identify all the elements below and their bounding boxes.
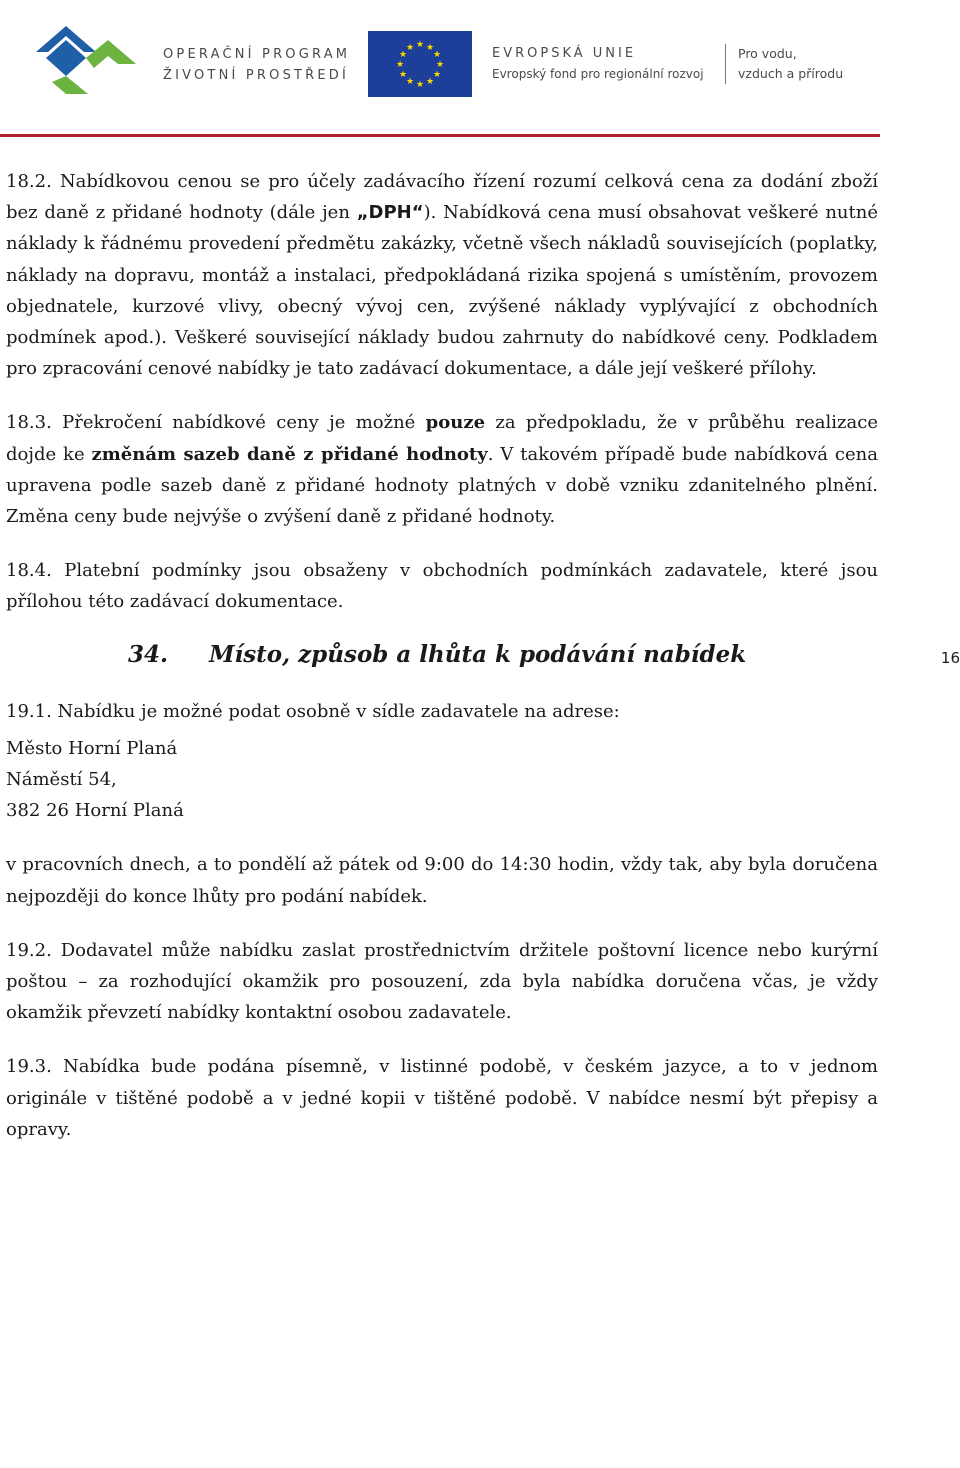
svg-text:★: ★: [415, 40, 425, 50]
page-number: 16: [940, 648, 960, 667]
section-number: 34.: [128, 640, 169, 668]
svg-text:★: ★: [395, 60, 405, 70]
opzp-logo-icon: [36, 26, 146, 94]
svg-text:★: ★: [415, 80, 425, 90]
p18-3-text-a: 18.3. Překročení nabídkové ceny je možné: [6, 412, 426, 434]
svg-text:★: ★: [398, 70, 408, 80]
eu-flag-icon: [368, 31, 472, 97]
p18-2-dph: „DPH“: [356, 202, 424, 224]
paragraph-18-4: 18.4. Platební podmínky jsou obsaženy v obchodních podmínkách zadavatele, které jsou přílohou této zadávací dokumentace.: [6, 560, 878, 613]
p18-2-text-c: ). Nabídková cena musí obsahovat veškeré nutné náklady k řádnému provedení předmětu zakázky, včetně všech nákladů souvisejících (poplatky, náklady na dopravu, montáž a instalaci, předpokládaná rizika spojená s umístěním, provozem objednatele, kurzové vlivy, obecný vývoj cen, zvýšené náklady vyplývající z obchodních podmínek apod.). Veškeré související náklady budou zahrnuty do nabídkové ceny. Podkladem pro zpracování cenové nabídky je tato zadávací dokumentace, a dále její veškeré přílohy.: [6, 202, 878, 380]
svg-text:★: ★: [405, 43, 415, 53]
eu-wordmark: [492, 44, 704, 84]
header-rule: [0, 134, 880, 137]
svg-text:★: ★: [432, 70, 442, 80]
paragraph-19-1: 19.1. Nabídku je možné podat osobně v sídle zadavatele na adrese:: [6, 700, 620, 722]
address-line-2: Náměstí 54,: [6, 769, 117, 791]
paragraph-18-3: [6, 407, 878, 532]
p18-3-text-c: za předpokladu, že v průběhu realizace dojde ke: [6, 412, 878, 465]
header: [0, 0, 880, 135]
eu-title: EVROPSKÁ UNIE: [492, 46, 637, 61]
header-divider: [725, 44, 726, 84]
slogan: [738, 44, 843, 84]
svg-text:★: ★: [398, 50, 408, 60]
paragraph-19-1-hours: v pracovních dnech, a to pondělí až pátek od 9:00 do 14:30 hodin, vždy tak, aby byla doručena nejpozději do konce lhůty pro podání nabídek.: [6, 854, 878, 907]
paragraph-19-3: 19.3. Nabídka bude podána písemně, v listinné podobě, v českém jazyce, a to v jednom originále v tištěné podobě a v jedné kopii v tištěné podobě. V nabídce nesmí být přepisy a opravy.: [6, 1056, 878, 1140]
svg-text:★: ★: [425, 77, 435, 87]
document-body: [6, 166, 960, 1145]
p18-3-zmenam: změnám sazeb daně z přidané hodnoty: [91, 443, 488, 465]
opzp-line2: ŽIVOTNÍ PROSTŘEDÍ: [163, 68, 350, 83]
opzp-line1: OPERAČNÍ PROGRAM: [163, 47, 351, 62]
slogan-line1: Pro vodu,: [738, 46, 797, 61]
opzp-wordmark: [163, 44, 350, 86]
section-title: Místo, způsob a lhůta k podávání nabídek: [209, 640, 747, 668]
svg-text:★: ★: [435, 60, 445, 70]
paragraph-18-2: [6, 166, 878, 384]
p18-2-text-a: 18.2. Nabídkovou cenou se pro účely zadávacího řízení rozumí celková cena za dodání zboží bez daně z přidané hodnoty (dále jen: [6, 171, 878, 224]
p18-3-pouze: pouze: [425, 412, 486, 434]
svg-text:★: ★: [425, 43, 435, 53]
address-line-1: Město Horní Planá: [6, 737, 178, 759]
svg-text:★: ★: [405, 77, 415, 87]
slogan-line2: vzduch a přírodu: [738, 66, 844, 81]
p18-3-text-e: . V takovém případě bude nabídková cena upravena podle sazeb daně z přidané hodnoty platných v době vzniku zdanitelného plnění. Změna ceny bude nejvýše o zvýšení daně z přidané hodnoty.: [6, 443, 878, 528]
eu-subtitle: Evropský fond pro regionální rozvoj: [492, 67, 704, 81]
address-line-3: 382 26 Horní Planá: [6, 800, 184, 822]
section-heading: [6, 640, 960, 675]
paragraph-19-2: 19.2. Dodavatel může nabídku zaslat prostřednictvím držitele poštovní licence nebo kurýrní poštou – za rozhodující okamžik pro posouzení, zda byla nabídka doručena včas, je vždy okamžik převzetí nabídky kontaktní osobou zadavatele.: [6, 939, 878, 1024]
svg-text:★: ★: [432, 50, 442, 60]
address-block: [6, 733, 878, 827]
